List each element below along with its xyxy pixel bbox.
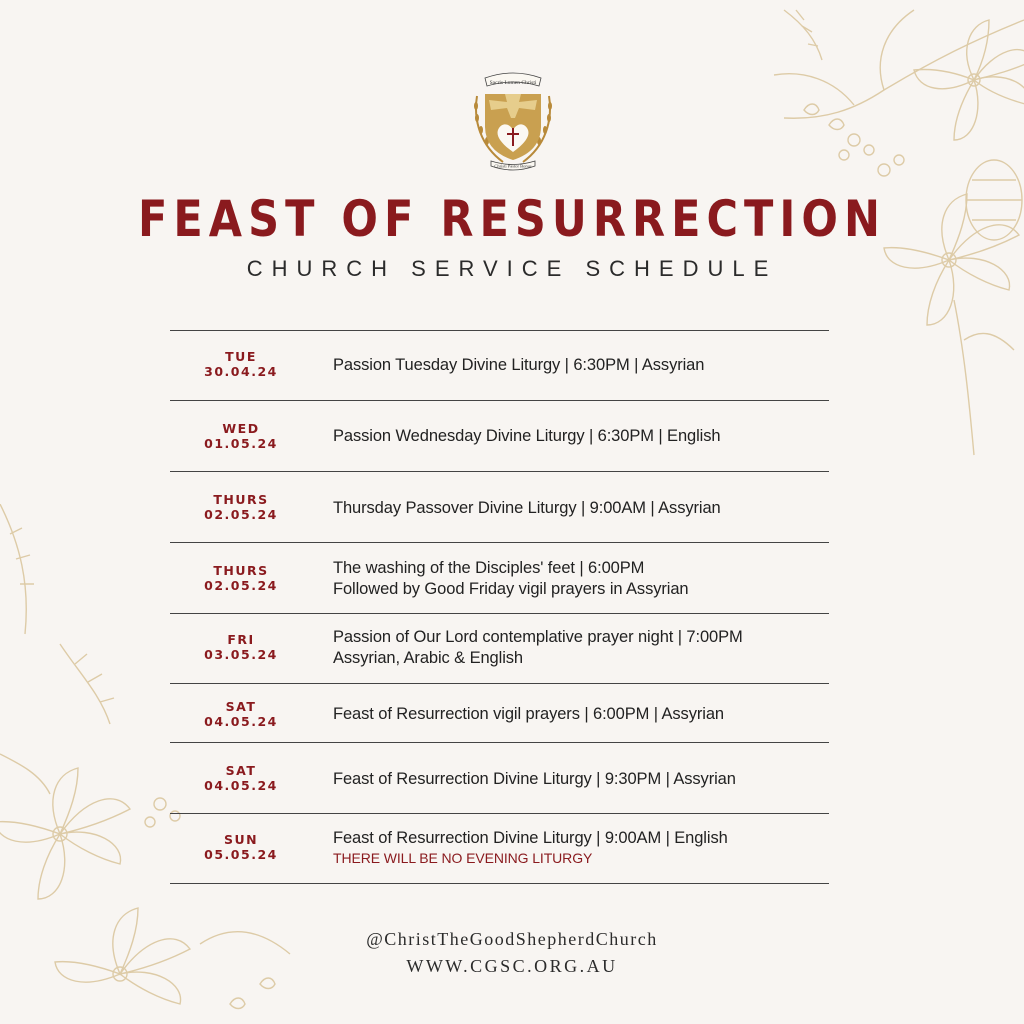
schedule-day: SAT bbox=[225, 763, 257, 778]
schedule-date bbox=[190, 632, 292, 662]
schedule-date-value: 30.04.24 bbox=[204, 364, 278, 379]
schedule-date bbox=[190, 763, 292, 793]
church-crest-icon bbox=[463, 66, 563, 176]
schedule-day: SUN bbox=[223, 832, 259, 847]
schedule-date bbox=[190, 492, 292, 522]
schedule-date-value: 03.05.24 bbox=[204, 647, 278, 662]
schedule-description: Thursday Passover Divine Liturgy | 9:00AM | Assyrian bbox=[333, 499, 721, 517]
schedule-row bbox=[170, 471, 829, 543]
schedule-date bbox=[190, 563, 292, 593]
schedule-date-value: 05.05.24 bbox=[204, 847, 278, 862]
schedule-day: THURS bbox=[213, 563, 269, 578]
schedule-row bbox=[170, 613, 829, 684]
schedule-date-value: 02.05.24 bbox=[204, 507, 278, 522]
schedule-date bbox=[190, 349, 292, 379]
schedule-description: Passion of Our Lord contemplative prayer night | 7:00PM Assyrian, Arabic & English bbox=[333, 628, 743, 667]
schedule-description: Feast of Resurrection Divine Liturgy | 9:30PM | Assyrian bbox=[333, 770, 736, 788]
schedule-date-value: 04.05.24 bbox=[204, 714, 278, 729]
svg-text:Christi Pastor Bonus: Christi Pastor Bonus bbox=[494, 163, 532, 169]
schedule-row bbox=[170, 400, 829, 472]
page-subtitle: CHURCH SERVICE SCHEDULE bbox=[246, 256, 778, 281]
schedule-date bbox=[190, 832, 292, 862]
schedule-description: Passion Wednesday Divine Liturgy | 6:30PM | English bbox=[333, 427, 721, 445]
schedule-row bbox=[170, 683, 829, 743]
schedule-row bbox=[170, 813, 829, 884]
schedule-description: The washing of the Disciples' feet | 6:00PM Followed by Good Friday vigil prayers in Assyrian bbox=[333, 559, 689, 598]
svg-text:Sacris Lumen Christi: Sacris Lumen Christi bbox=[489, 80, 537, 86]
schedule-date-value: 02.05.24 bbox=[204, 578, 278, 593]
page-title: FEAST OF RESURRECTION bbox=[137, 190, 887, 248]
social-handle: @ChristTheGoodShepherdChurch bbox=[366, 929, 658, 949]
schedule-row bbox=[170, 330, 829, 401]
schedule-description: Passion Tuesday Divine Liturgy | 6:30PM | Assyrian bbox=[333, 356, 705, 374]
schedule-row bbox=[170, 542, 829, 614]
schedule-date-value: 01.05.24 bbox=[204, 436, 278, 451]
schedule-row bbox=[170, 742, 829, 814]
schedule-date-value: 04.05.24 bbox=[204, 778, 278, 793]
schedule-description: Feast of Resurrection vigil prayers | 6:00PM | Assyrian bbox=[333, 705, 724, 723]
schedule-note: THERE WILL BE NO EVENING LITURGY bbox=[333, 850, 593, 866]
website-url: WWW.CGSC.ORG.AU bbox=[406, 956, 618, 976]
schedule-day: THURS bbox=[213, 492, 269, 507]
schedule-day: TUE bbox=[225, 349, 257, 364]
schedule-day: FRI bbox=[227, 632, 255, 647]
schedule-day: SAT bbox=[225, 699, 257, 714]
schedule-date bbox=[190, 699, 292, 729]
schedule-date bbox=[190, 421, 292, 451]
schedule-description: Feast of Resurrection Divine Liturgy | 9:00AM | English THERE WILL BE NO EVENING LITURGY bbox=[333, 828, 823, 867]
schedule-day: WED bbox=[222, 421, 260, 436]
